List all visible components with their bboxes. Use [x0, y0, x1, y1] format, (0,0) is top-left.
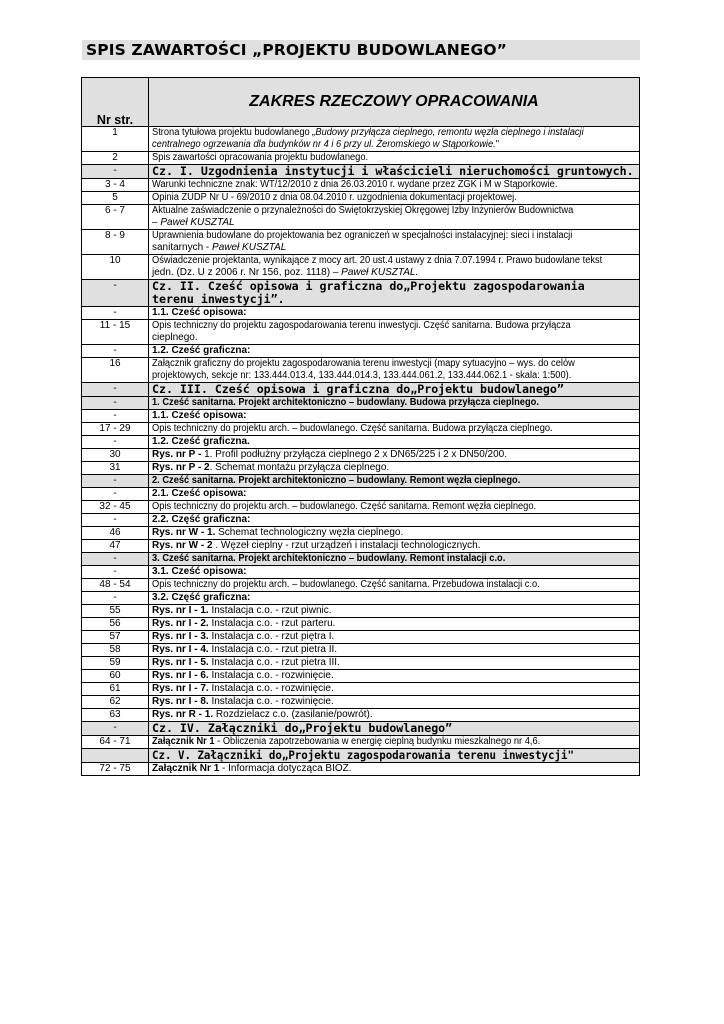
- row-text: Opis techniczny do projektu arch. – budowlanego. Część sanitarna. Przebudowa instalacji c.o.: [152, 579, 540, 590]
- row-description: [149, 540, 640, 553]
- page-number: 30: [82, 449, 149, 462]
- page-number: -: [82, 383, 149, 397]
- page-number: -: [82, 410, 149, 423]
- drawing-number: Rys. nr W - 2: [152, 540, 213, 551]
- table-row: [82, 763, 640, 776]
- section-row: [82, 722, 640, 736]
- page-number: 63: [82, 709, 149, 722]
- page-number: 46: [82, 527, 149, 540]
- subsection-row: [82, 553, 640, 566]
- row-description: [149, 605, 640, 618]
- row-text-italic: – Paweł KUSZTAL: [152, 217, 235, 228]
- drawing-number: Rys. nr I - 3.: [152, 631, 209, 642]
- page-number: -: [82, 722, 149, 736]
- row-description: [149, 192, 640, 205]
- subsection-label: 2.2. Część graficzna:: [149, 514, 640, 527]
- section-title-line: Cz. V. Załączniki do„Projektu zagospodarowania terenu inwestycji": [152, 748, 574, 762]
- table-row: [82, 179, 640, 192]
- page-number: 47: [82, 540, 149, 553]
- column-header-page-number: Nr str.: [82, 78, 149, 127]
- row-description: [149, 449, 640, 462]
- table-row: [82, 127, 640, 152]
- row-description: [149, 618, 640, 631]
- subsection-label: 2.1. Cześć opisowa:: [149, 488, 640, 501]
- row-text-italic: „Budowy przyłącza cieplnego, remontu węzła cieplnego i instalacji: [312, 127, 584, 138]
- page-number: 72 - 75: [82, 763, 149, 776]
- row-text: 1. Profil podłużny przyłącza cieplnego 2 x DN65/225 i 2 x DN50/200.: [204, 449, 508, 460]
- subsection-label: 1.2. Cześć graficzna.: [149, 436, 640, 449]
- row-description: [149, 255, 640, 280]
- section-title-line: Cz. II. Cześć opisowa i graficzna do„Projektu zagospodarowania: [152, 279, 585, 293]
- row-description: [149, 230, 640, 255]
- table-row: [82, 345, 640, 358]
- row-text: cieplnego.: [152, 332, 198, 343]
- page-number: 11 - 15: [82, 320, 149, 345]
- row-description: [149, 358, 640, 383]
- table-row: [82, 736, 640, 749]
- drawing-number: Rys. nr I - 8.: [152, 696, 209, 707]
- subsection-label: 3.2. Część graficzna:: [149, 592, 640, 605]
- subsection-label: 3.1. Cześć opisowa:: [149, 566, 640, 579]
- page-number: 2: [82, 152, 149, 165]
- row-text: Uprawnienia budowlane do projektowania bez ograniczeń w specjalności instalacyjnej: sieci i instalacji: [152, 230, 573, 241]
- section-title-line: terenu inwestycji”.: [152, 292, 285, 306]
- page-number: 58: [82, 644, 149, 657]
- row-text: Oświadczenie projektanta, wynikające z mocy art. 20 ust.4 ustawy z dnia 7.07.1994 r. Prawo budowlane tekst: [152, 255, 603, 266]
- page-number: -: [82, 280, 149, 307]
- row-text: Załącznik graficzny do projektu zagospodarowania terenu inwestycji (mapy sytuacyjno – wys. do celów: [152, 358, 575, 369]
- section-row: [82, 280, 640, 307]
- page-number: 56: [82, 618, 149, 631]
- row-description: [149, 501, 640, 514]
- table-row: [82, 605, 640, 618]
- page-number: 55: [82, 605, 149, 618]
- row-text: Warunki techniczne znak: WT/12/2010 z dnia 26.03.2010 r. wydane przez ZGK i M w Stąporkowie.: [152, 179, 558, 190]
- row-description: [149, 579, 640, 592]
- row-text: Instalacja c.o. - rozwinięcie.: [208, 683, 334, 694]
- table-row: [82, 670, 640, 683]
- table-row: [82, 255, 640, 280]
- subsection-title: [149, 475, 640, 488]
- page-number: 6 - 7: [82, 205, 149, 230]
- row-text: . Schemat montażu przyłącza cieplnego.: [209, 462, 390, 473]
- row-description: [149, 709, 640, 722]
- page-number: 31: [82, 462, 149, 475]
- table-row: [82, 644, 640, 657]
- row-text: Instalacja c.o. - rzut piętra I.: [208, 631, 335, 642]
- section-title: Cz. III. Cześć opisowa i graficzna do„Projektu budowlanego”: [149, 383, 640, 397]
- row-text: jedn. (Dz. U z 2006 r. Nr 156, poz. 1118) –: [152, 267, 342, 278]
- section-title: Cz. I. Uzgodnienia instytucji i właścicieli nieruchomości gruntowych.: [149, 165, 640, 179]
- page-number: 16: [82, 358, 149, 383]
- row-text: Instalacja c.o. - rzut parteru.: [208, 618, 336, 629]
- page-number: 10: [82, 255, 149, 280]
- subsection-label: 1.1. Cześć opisowa:: [149, 410, 640, 423]
- table-row: [82, 540, 640, 553]
- table-row: [82, 436, 640, 449]
- row-description: [149, 320, 640, 345]
- table-row: [82, 320, 640, 345]
- row-text: Spis zawartości opracowania projektu budowlanego.: [152, 152, 369, 163]
- drawing-number: Rys. nr I - 2.: [152, 618, 209, 629]
- row-text: . Węzeł cieplny - rzut urządzeń i instalacji technologicznych.: [212, 540, 481, 551]
- drawing-number: Rys. nr I - 7.: [152, 683, 209, 694]
- section-row: [82, 749, 640, 763]
- page-number: [82, 749, 149, 763]
- drawing-number: Rys. nr P -: [152, 449, 205, 460]
- drawing-number: Rys. nr I - 6.: [152, 670, 209, 681]
- drawing-number: Rys. nr W - 1.: [152, 527, 216, 538]
- page-number: 17 - 29: [82, 423, 149, 436]
- subsection-row: [82, 475, 640, 488]
- row-description: [149, 763, 640, 776]
- drawing-number: Rys. nr R - 1.: [152, 709, 214, 720]
- row-text: Instalacja c.o. - rozwinięcie.: [208, 696, 334, 707]
- page-number: -: [82, 566, 149, 579]
- table-row: [82, 631, 640, 644]
- row-text: Instalacja c.o. - rzut piwnic.: [208, 605, 332, 616]
- table-row: [82, 449, 640, 462]
- table-row: [82, 566, 640, 579]
- page-number: 5: [82, 192, 149, 205]
- page-number: -: [82, 345, 149, 358]
- page-number: -: [82, 553, 149, 566]
- row-text-italic: Paweł KUSZTAL: [212, 242, 287, 253]
- table-header-row: [82, 78, 640, 127]
- row-text: Opis techniczny do projektu zagospodarowania terenu inwestycji. Część sanitarna. Budowa przyłącza: [152, 320, 571, 331]
- page-number: 61: [82, 683, 149, 696]
- row-text: projektowych, sekcje nr: 133.444.013.4, 133.444.014.3, 133.444.061.2, 133.444.062.1 - skala: 1:500).: [152, 370, 572, 381]
- table-row: [82, 462, 640, 475]
- row-text: - Obliczenia zapotrzebowania w energię cieplną budynku mieszkalnego nr 4,6.: [214, 736, 541, 747]
- table-row: [82, 579, 640, 592]
- subsection-label: 1.1. Cześć opisowa:: [149, 307, 640, 320]
- attachment-number: Załącznik Nr 1: [152, 763, 220, 774]
- row-text: - Informacja dotycząca BIOZ.: [219, 763, 352, 774]
- table-row: [82, 683, 640, 696]
- row-text: Aktualne zaświadczenie o przynależności do Świętokrzyskiej Okręgowej Izby Inżynierów Budownictwa: [152, 205, 574, 216]
- page-number: 8 - 9: [82, 230, 149, 255]
- row-description: [149, 657, 640, 670]
- row-description: [149, 527, 640, 540]
- row-text: Opinia ZUDP Nr U - 69/2010 z dnia 08.04.2010 r. uzgodnienia dokumentacji projektowej.: [152, 192, 517, 203]
- row-description: [149, 179, 640, 192]
- table-row: [82, 657, 640, 670]
- row-text: Instalacja c.o. - rzut pietra II.: [208, 644, 338, 655]
- row-description: [149, 152, 640, 165]
- drawing-number: Rys. nr I - 5.: [152, 657, 209, 668]
- subsection-label: 1.2. Cześć graficzna:: [149, 345, 640, 358]
- row-description: [149, 462, 640, 475]
- row-text: Rozdzielacz c.o. (zasilanie/powrót).: [213, 709, 373, 720]
- row-text: ": [495, 139, 500, 150]
- table-row: [82, 205, 640, 230]
- subsection-row: [82, 397, 640, 410]
- row-text: sanitarnych -: [152, 242, 213, 253]
- section-title: [149, 749, 640, 763]
- row-description: [149, 683, 640, 696]
- drawing-number: Rys. nr P - 2: [152, 462, 210, 473]
- row-description: [149, 696, 640, 709]
- page-number: -: [82, 307, 149, 320]
- table-row: [82, 514, 640, 527]
- page-number: -: [82, 514, 149, 527]
- page-number: 57: [82, 631, 149, 644]
- row-text-italic: Paweł KUSZTAL.: [341, 267, 419, 278]
- row-text: Opis techniczny do projektu arch. – budowlanego. Część sanitarna. Budowa przyłącza cieplnego.: [152, 423, 553, 434]
- table-row: [82, 307, 640, 320]
- table-row: [82, 230, 640, 255]
- page-number: -: [82, 397, 149, 410]
- table-row: [82, 152, 640, 165]
- row-text: 1. Cześć sanitarna. Projekt architektoniczno – budowlany. Budowa przyłącza cieplnego.: [152, 397, 539, 408]
- section-title: Cz. IV. Załączniki do„Projektu budowlanego”: [149, 722, 640, 736]
- page-title: SPIS ZAWARTOŚCI „PROJEKTU BUDOWLANEGO”: [82, 40, 640, 60]
- row-text: Opis techniczny do projektu arch. – budowlanego. Część sanitarna. Remont węzła cieplnego.: [152, 501, 537, 512]
- row-text: 3. Cześć sanitarna. Projekt architektoniczno – budowlany. Remont instalacji c.o.: [152, 553, 506, 564]
- row-text: Instalacja c.o. - rozwinięcie.: [208, 670, 334, 681]
- table-row: [82, 358, 640, 383]
- page-number: -: [82, 592, 149, 605]
- row-text: Schemat technologiczny węzła cieplnego.: [215, 527, 404, 538]
- row-description: [149, 644, 640, 657]
- row-text: 2. Cześć sanitarna. Projekt architektoniczno – budowlany. Remont węzła cieplnego.: [152, 475, 521, 486]
- subsection-title: [149, 553, 640, 566]
- table-row: [82, 410, 640, 423]
- page-number: 62: [82, 696, 149, 709]
- row-description: [149, 736, 640, 749]
- column-header-scope: ZAKRES RZECZOWY OPRACOWANIA: [149, 78, 640, 127]
- drawing-number: Rys. nr I - 1.: [152, 605, 209, 616]
- section-row: [82, 165, 640, 179]
- page-number: -: [82, 436, 149, 449]
- page-number: 60: [82, 670, 149, 683]
- page-number: 32 - 45: [82, 501, 149, 514]
- page-number: 59: [82, 657, 149, 670]
- page-number: 64 - 71: [82, 736, 149, 749]
- table-row: [82, 709, 640, 722]
- page-number: 1: [82, 127, 149, 152]
- section-row: [82, 383, 640, 397]
- row-description: [149, 205, 640, 230]
- table-row: [82, 501, 640, 514]
- table-row: [82, 423, 640, 436]
- row-description: [149, 127, 640, 152]
- table-row: [82, 696, 640, 709]
- table-row: [82, 527, 640, 540]
- row-text-italic: centralnego ogrzewania dla budynków nr 4 i 6 przy ul. Żeromskiego w Stąporkowie.: [152, 139, 496, 150]
- row-description: [149, 423, 640, 436]
- page-number: -: [82, 165, 149, 179]
- table-row: [82, 488, 640, 501]
- page-number: 48 - 54: [82, 579, 149, 592]
- page-number: -: [82, 475, 149, 488]
- table-row: [82, 592, 640, 605]
- page-number: -: [82, 488, 149, 501]
- table-row: [82, 192, 640, 205]
- table-row: [82, 618, 640, 631]
- row-text: Instalacja c.o. - rzut pietra III.: [208, 657, 340, 668]
- row-description: [149, 670, 640, 683]
- contents-table: [81, 77, 640, 776]
- page-number: 3 - 4: [82, 179, 149, 192]
- attachment-number: Załącznik Nr 1: [152, 736, 215, 747]
- row-description: [149, 631, 640, 644]
- row-text: Strona tytułowa projektu budowlanego: [152, 127, 313, 138]
- drawing-number: Rys. nr I - 4.: [152, 644, 209, 655]
- subsection-title: [149, 397, 640, 410]
- section-title: [149, 280, 640, 307]
